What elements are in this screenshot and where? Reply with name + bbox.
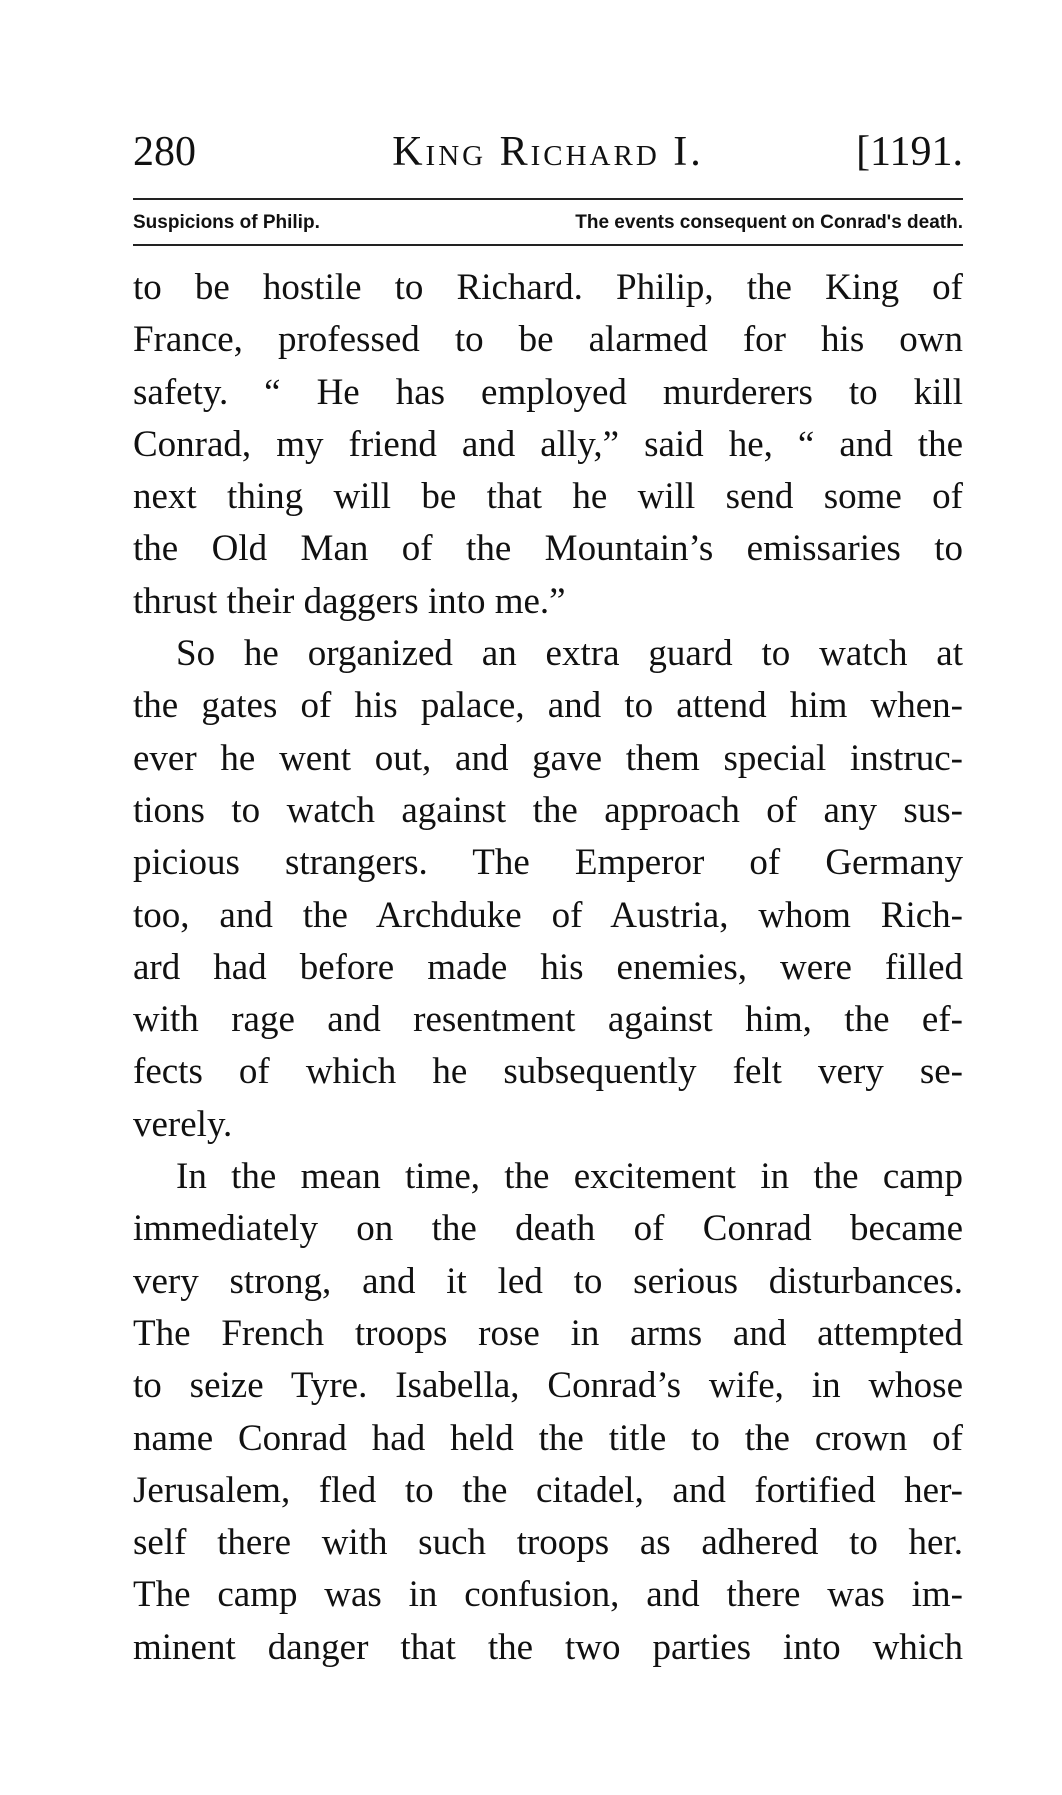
side-headings bbox=[133, 208, 963, 238]
text-line: thrust their daggers into me.” bbox=[133, 580, 566, 622]
text-line: Conrad, my friend and ally,” said he, “ and the bbox=[133, 423, 963, 465]
text-line: The camp was in confusion, and there was im- bbox=[133, 1574, 963, 1616]
side-heading-right: The events consequent on Conrad's death. bbox=[575, 212, 963, 233]
text-line: with rage and resentment against him, the ef- bbox=[133, 999, 963, 1041]
text-line: very strong, and it led to serious disturbances. bbox=[133, 1260, 963, 1302]
text-line: minent danger that the two parties into which bbox=[133, 1626, 963, 1668]
text-line: fects of which he subsequently felt very se- bbox=[133, 1051, 963, 1093]
text-line: the gates of his palace, and to attend him when- bbox=[133, 685, 963, 727]
text-line: Jerusalem, fled to the citadel, and fortified her- bbox=[133, 1469, 963, 1511]
side-heading-left: Suspicions of Philip. bbox=[133, 212, 320, 233]
text-line: The French troops rose in arms and attempted bbox=[133, 1312, 963, 1354]
text-line: tions to watch against the approach of any sus- bbox=[133, 789, 963, 831]
text-line: too, and the Archduke of Austria, whom Rich- bbox=[133, 894, 963, 936]
text-line: next thing will be that he will send some of bbox=[133, 476, 963, 518]
text-line: picious strangers. The Emperor of Germany bbox=[133, 842, 963, 884]
body-text bbox=[133, 262, 963, 1674]
header-rule-bottom bbox=[133, 244, 963, 246]
text-line: self there with such troops as adhered to her. bbox=[133, 1522, 963, 1564]
text-line: ard had before made his enemies, were filled bbox=[133, 946, 963, 988]
text-line: the Old Man of the Mountain’s emissaries to bbox=[133, 528, 963, 570]
text-line: to be hostile to Richard. Philip, the King of bbox=[133, 267, 963, 308]
text-line: to seize Tyre. Isabella, Conrad’s wife, in whose bbox=[133, 1365, 963, 1407]
page-number: 280 bbox=[133, 129, 196, 175]
header-rule-top bbox=[133, 198, 963, 200]
text-line: name Conrad had held the title to the crown of bbox=[133, 1417, 963, 1459]
year-marker: [1191. bbox=[856, 129, 963, 175]
text-line: safety. “ He has employed murderers to kill bbox=[133, 371, 963, 413]
text-line: verely. bbox=[133, 1103, 233, 1145]
text-line: immediately on the death of Conrad became bbox=[133, 1208, 963, 1250]
running-head bbox=[133, 124, 963, 180]
text-line: ever he went out, and gave them special instruc- bbox=[133, 737, 963, 779]
text-line: So he organized an extra guard to watch at bbox=[176, 633, 963, 675]
text-line: France, professed to be alarmed for his own bbox=[133, 319, 963, 361]
book-title: King Richard I. bbox=[392, 129, 704, 175]
text-line: In the mean time, the excitement in the camp bbox=[176, 1156, 963, 1198]
